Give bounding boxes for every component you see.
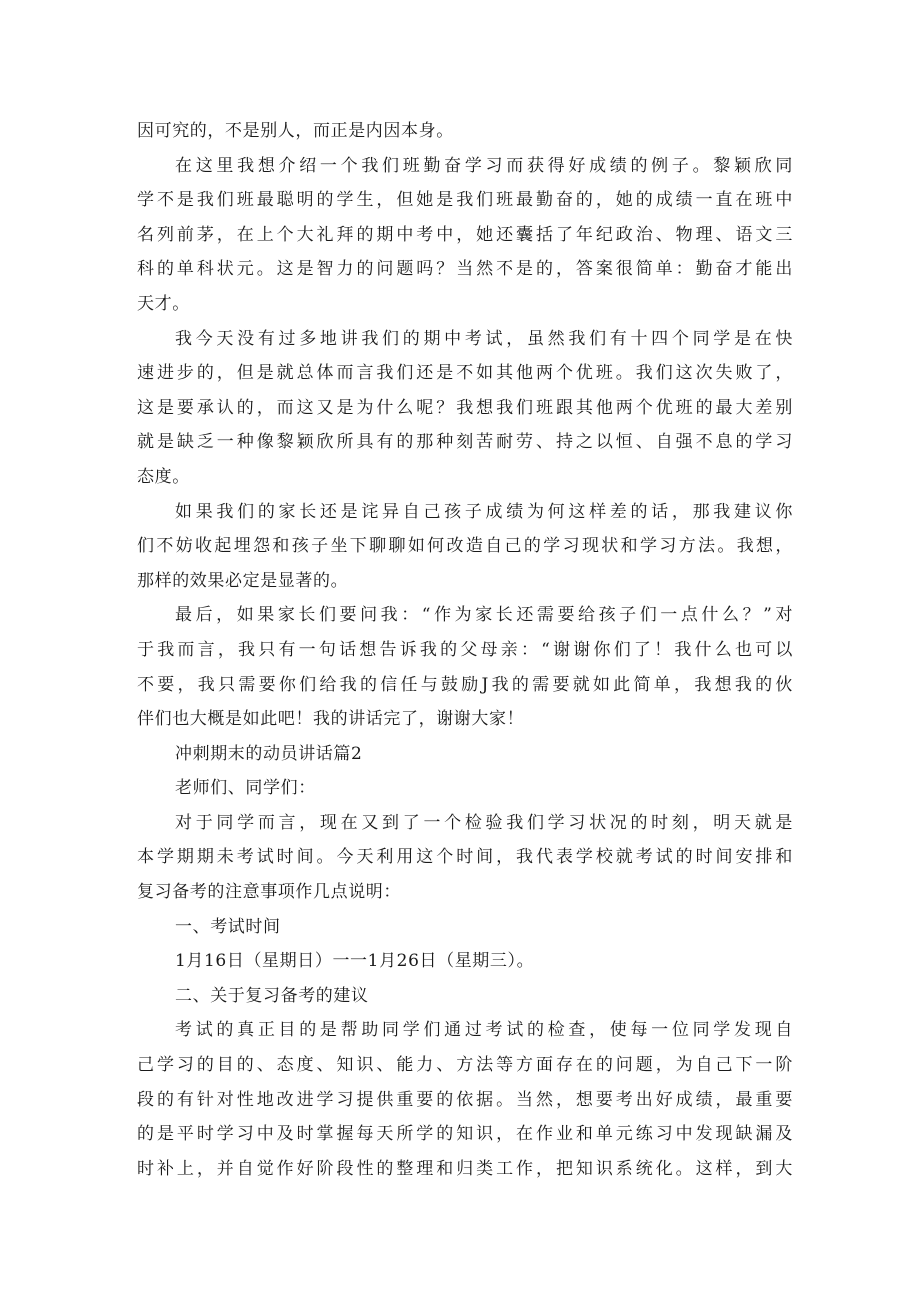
- text-line: 最后，如果家长们要问我：“作为家长还需要给孩子们一点什么？”对: [175, 605, 793, 626]
- text-line: 那样的效果必定是显著的。: [137, 570, 349, 591]
- text-line: 这是要承认的，而这又是为什么呢？我想我们班跟其他两个优班的最大差别: [137, 397, 793, 418]
- text-line: 我今天没有过多地讲我们的期中考试，虽然我们有十四个同学是在快: [175, 328, 793, 349]
- text-line: 二、关于复习备考的建议: [175, 985, 369, 1006]
- text-line: 复习备考的注意事项作几点说明：: [137, 882, 401, 903]
- text-line: 就是缺乏一种像黎颖欣所具有的那种刻苦耐劳、持之以恒、自强不息的学习: [137, 432, 793, 453]
- text-line: 伴们也大概是如此吧！我的讲话完了，谢谢大家！: [137, 709, 525, 730]
- text-line: 段的有针对性地改进学习提供重要的依据。当然，想要考出好成绩，最重要: [137, 1089, 793, 1110]
- text-line: 科的单科状元。这是智力的问题吗？当然不是的，答案很简单：勤奋才能出: [137, 259, 793, 280]
- text-line: 天才。: [137, 293, 190, 314]
- document-body: [137, 114, 793, 1186]
- text-line: 学不是我们班最聪明的学生，但她是我们班最勤奋的，她的成绩一直在班中: [137, 190, 793, 211]
- text-line: 一、考试时间: [175, 916, 281, 937]
- text-line: 对于同学而言，现在又到了一个检验我们学习状况的时刻，明天就是: [175, 812, 793, 833]
- text-line: 如果我们的家长还是诧异自己孩子成绩为何这样差的话，那我建议你: [175, 501, 793, 522]
- text-line: 冲刺期末的动员讲话篇2: [175, 743, 363, 764]
- text-line: 因可究的，不是别人，而正是内因本身。: [137, 121, 454, 141]
- text-line: 时补上，并自觉作好阶段性的整理和归类工作，把知识系统化。这样，到大: [137, 1158, 793, 1179]
- text-line: 本学期期未考试时间。今天利用这个时间，我代表学校就考试的时间安排和: [137, 847, 793, 868]
- text-line: 在这里我想介绍一个我们班勤奋学习而获得好成绩的例子。黎颖欣同: [175, 155, 793, 176]
- text-line: 速进步的，但是就总体而言我们还是不如其他两个优班。我们这次失败了，: [137, 363, 793, 384]
- text-line: 老师们、同学们：: [175, 778, 316, 799]
- text-line: 的是平时学习中及时掌握每天所学的知识，在作业和单元练习中发现缺漏及: [137, 1124, 793, 1145]
- text-line: 名列前茅，在上个大礼拜的期中考中，她还囊括了年纪政治、物理、语文三: [137, 224, 793, 245]
- text-line: 于我而言，我只有一句话想告诉我的父母亲：“谢谢你们了！我什么也可以: [137, 639, 793, 660]
- text-line: 们不妨收起埋怨和孩子坐下聊聊如何改造自己的学习现状和学习方法。我想，: [137, 536, 793, 557]
- text-line: 1月16日（星期日）一一1月26日（星期三）。: [175, 951, 535, 972]
- text-line: 不要，我只需要你们给我的信任与鼓励J我的需要就如此简单，我想我的伙: [137, 674, 793, 695]
- text-line: 己学习的目的、态度、知识、能力、方法等方面存在的问题，为自己下一阶: [137, 1055, 793, 1076]
- text-line: 考试的真正目的是帮助同学们通过考试的检查，使每一位同学发现自: [175, 1020, 793, 1041]
- text-line: 态度。: [137, 466, 190, 487]
